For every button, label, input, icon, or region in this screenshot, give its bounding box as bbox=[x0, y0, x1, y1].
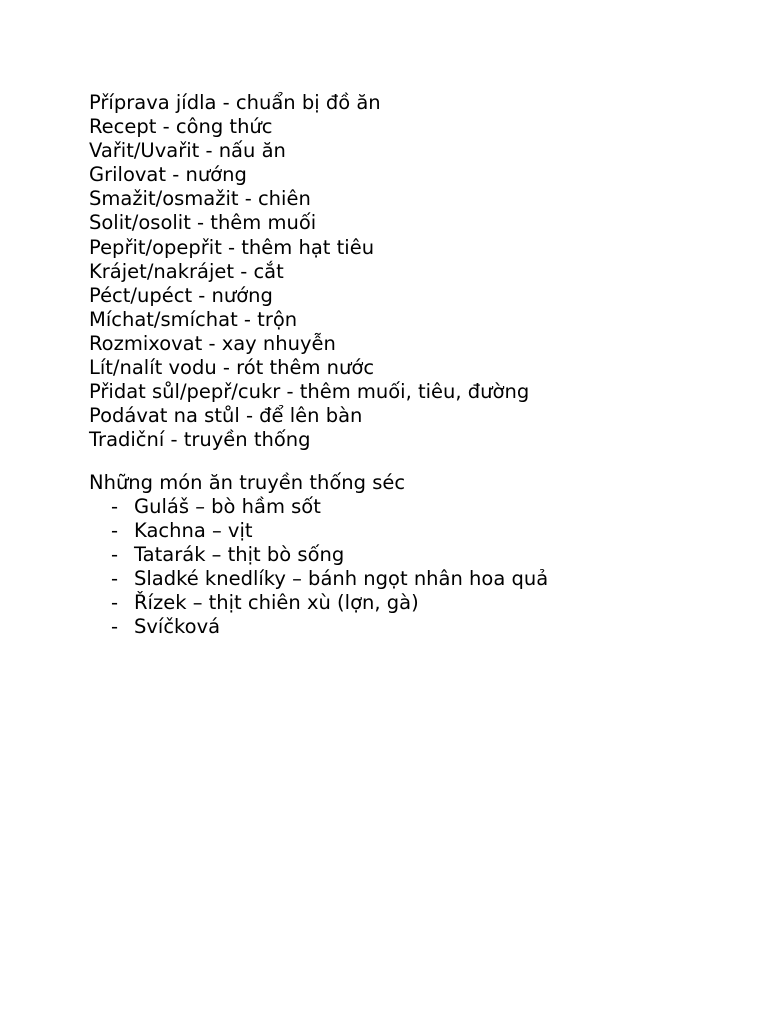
dish-text: Svíčková bbox=[134, 615, 221, 639]
bullet-dash: - bbox=[111, 591, 119, 615]
traditional-dishes-heading: Những món ăn truyền thống séc bbox=[89, 471, 406, 494]
dish-text: Řízek – thịt chiên xù (lợn, gà) bbox=[134, 591, 419, 615]
vocab-item: Přidat sůl/pepř/cukr - thêm muối, tiêu, đường bbox=[89, 380, 530, 404]
vocab-item: Grilovat - nướng bbox=[89, 163, 247, 187]
vocab-item: Rozmixovat - xay nhuyễn bbox=[89, 331, 336, 355]
bullet-dash: - bbox=[111, 567, 119, 591]
bullet-dash: - bbox=[111, 543, 119, 567]
bullet-dash: - bbox=[111, 519, 119, 543]
vocab-item: Lít/nalít vodu - rót thêm nước bbox=[89, 356, 375, 380]
vocab-item: Solit/osolit - thêm muối bbox=[89, 211, 317, 235]
vocab-item: Smažit/osmažit - chiên bbox=[89, 187, 311, 211]
vocab-item: Příprava jídla - chuẩn bị đồ ăn bbox=[89, 91, 381, 114]
vocab-item: Vařit/Uvařit - nấu ăn bbox=[89, 139, 286, 163]
dish-text: Sladké knedlíky – bánh ngọt nhân hoa quả bbox=[134, 567, 549, 591]
bullet-dash: - bbox=[111, 615, 119, 639]
vocab-item: Pepřit/opepřit - thêm hạt tiêu bbox=[89, 235, 375, 259]
dish-text: Kachna – vịt bbox=[134, 519, 253, 543]
vocab-item: Podávat na stůl - để lên bàn bbox=[89, 404, 363, 428]
vocab-item: Recept - công thức bbox=[89, 115, 273, 139]
dish-text: Guláš – bò hầm sốt bbox=[134, 495, 321, 518]
vocab-item: Tradiční - truyền thống bbox=[89, 428, 311, 452]
dish-text: Tatarák – thịt bò sống bbox=[134, 543, 345, 567]
bullet-dash: - bbox=[111, 495, 119, 518]
vocab-item: Péct/upéct - nướng bbox=[89, 283, 273, 307]
vocabulary-list bbox=[89, 91, 529, 452]
vocab-item: Krájet/nakrájet - cắt bbox=[89, 259, 284, 283]
vocab-item: Míchat/smíchat - trộn bbox=[89, 307, 298, 331]
